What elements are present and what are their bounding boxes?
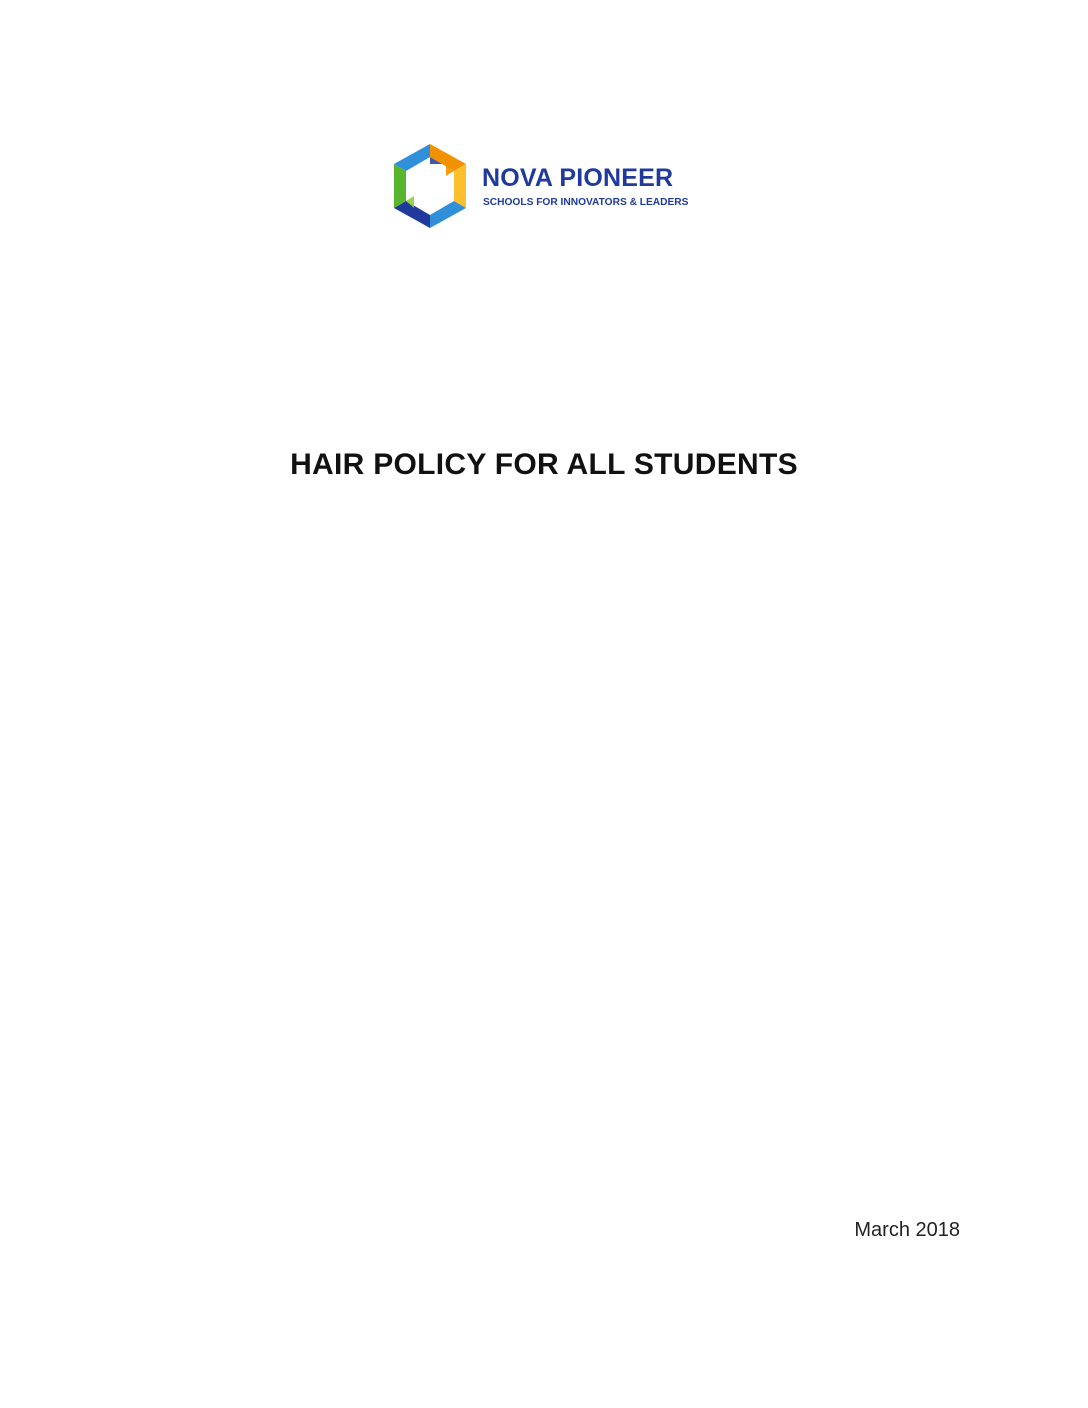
hexagon-logo-icon	[390, 142, 470, 230]
brand-name: NOVA PIONEER	[482, 164, 674, 192]
document-title: HAIR POLICY FOR ALL STUDENTS	[290, 448, 798, 481]
brand-tagline: SCHOOLS FOR INNOVATORS & LEADERS	[483, 197, 689, 208]
document-date: March 2018	[854, 1219, 960, 1241]
brand-logo	[390, 142, 710, 232]
